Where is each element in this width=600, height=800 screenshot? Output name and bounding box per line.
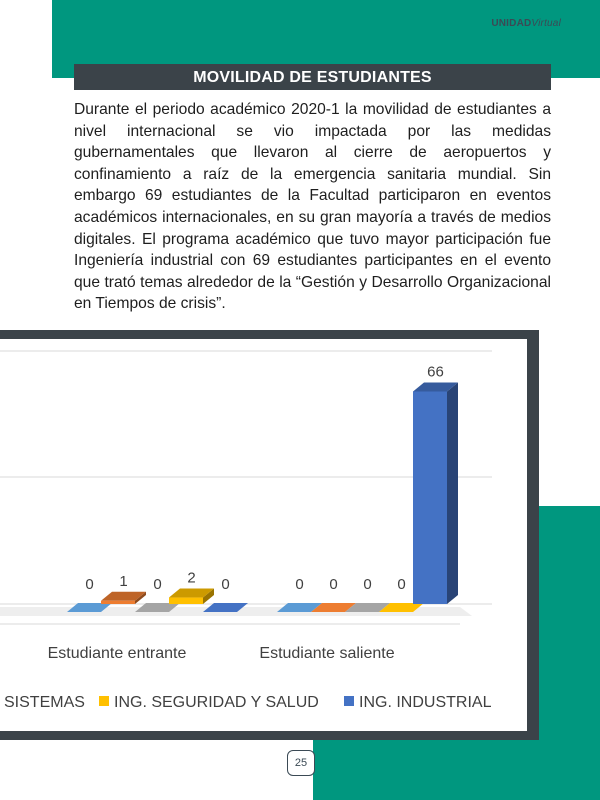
legend-swatch	[344, 696, 354, 706]
value-label: 0	[329, 576, 338, 593]
value-label: 0	[85, 576, 94, 593]
legend-label: ING. SEGURIDAD Y SALUD	[114, 694, 319, 711]
value-label: 0	[153, 576, 162, 593]
legend-label: SISTEMAS	[4, 694, 85, 711]
value-label: 0	[221, 576, 230, 593]
mobility-chart	[0, 339, 527, 731]
legend-swatch	[99, 696, 109, 706]
brand-bold: UNIDAD	[491, 18, 532, 29]
brand-light: Virtual	[531, 18, 561, 29]
category-label: Estudiante entrante	[47, 645, 187, 662]
legend-item	[99, 694, 319, 711]
category-label: Estudiante saliente	[259, 645, 395, 662]
legend	[4, 694, 492, 711]
value-label: 0	[295, 576, 304, 593]
legend-item	[344, 694, 492, 711]
brand-logo	[491, 18, 561, 29]
value-label: 66	[427, 363, 444, 381]
legend-item	[4, 694, 85, 711]
page-number: 25	[287, 750, 315, 776]
value-label: 2	[187, 569, 196, 587]
value-label: 0	[363, 576, 372, 593]
bar-1-4	[413, 382, 458, 604]
legend-label: ING. INDUSTRIAL	[359, 694, 492, 711]
section-title: MOVILIDAD DE ESTUDIANTES	[74, 64, 551, 90]
value-label: 1	[119, 572, 128, 590]
value-label: 0	[397, 576, 406, 593]
section-paragraph: Durante el periodo académico 2020-1 la movilidad de estudiantes a nivel internacional se vio impactada por las medidas gubernamentales que llevaron al cierre de aeropuertos y confinamiento a raíz de la emergencia sanitaria mundial. Sin embargo 69 estudiantes de la Facultad participaron en eventos académicos internacionales, en su gran mayoría a través de medios digitales. El programa académico que tuvo mayor participación fue Ingeniería industrial con 69 estudiantes participantes en el evento que trató temas alrededor de la “Gestión y Desarrollo Organizacional en Tiempos de crisis”.	[74, 101, 551, 313]
